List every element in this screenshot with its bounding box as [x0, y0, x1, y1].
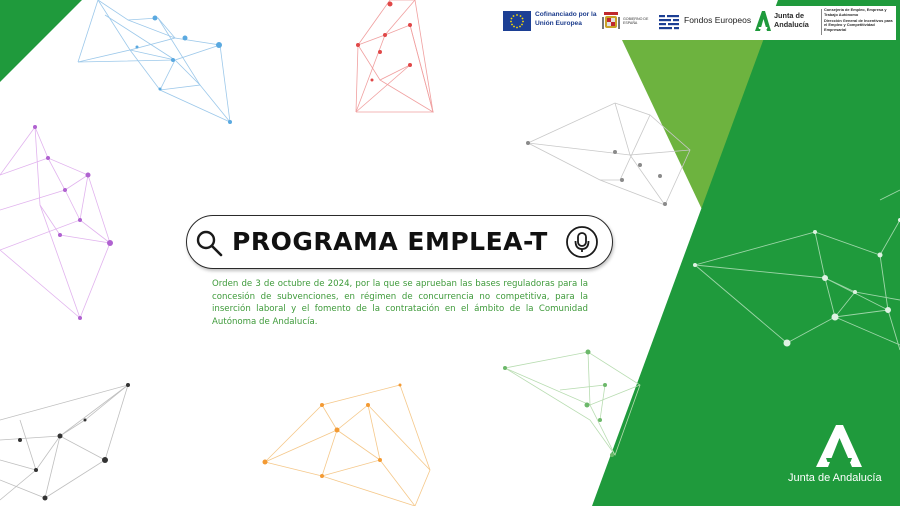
fondos-europeos-label: Fondos Europeos	[684, 15, 752, 25]
red-network-decoration	[356, 0, 433, 112]
gobierno-espana-label: GOBIERNO DE ESPAÑA	[623, 17, 649, 26]
search-icon	[194, 228, 224, 258]
orange-network-decoration	[265, 385, 430, 506]
junta-andalucia-logo-icon	[816, 425, 862, 467]
fondos-europeos-icon	[657, 13, 681, 31]
eu-flag-icon	[503, 11, 531, 31]
consejeria-name: Consejería de Empleo, Empresa y Trabajo Autónomo	[824, 7, 887, 17]
junta-andalucia-icon	[755, 11, 771, 31]
order-description: Orden de 3 de octubre de 2024, por la que se aprueban las bases reguladoras para la concesión de subvenciones, en régimen de concurrencia no competitiva, para la inserción laboral y el fomento de la contratación en el ámbito de la Comunidad Autónoma de Andalucía.	[212, 279, 588, 327]
program-title: PROGRAMA EMPLEA-T	[232, 227, 548, 256]
microphone-icon[interactable]	[565, 225, 599, 259]
eu-cofinanciado-label: Cofinanciado por la Unión Europea	[535, 11, 597, 27]
dark-network-decoration	[0, 385, 128, 500]
purple-network-decoration	[0, 127, 110, 318]
consejeria-label	[824, 8, 894, 32]
junta-andalucia-brand-label: Junta de Andalucía	[788, 472, 882, 484]
spain-crest-icon	[602, 11, 620, 32]
junta-andalucia-label: Junta de Andalucía	[774, 11, 809, 29]
logo-divider	[821, 9, 822, 35]
top-left-green-corner	[0, 0, 82, 82]
direccion-general-name: Dirección General de Incentivos para el Empleo y Competitividad Empresarial	[824, 17, 893, 32]
